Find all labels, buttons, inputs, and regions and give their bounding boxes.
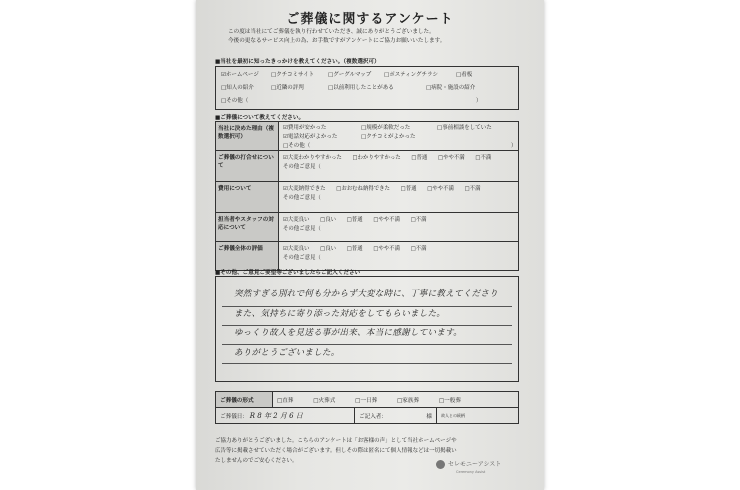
reason-close-paren: ）: [511, 143, 517, 149]
intro-line: 今後の更なるサービス向上の為、お手数ですがアンケートにご協力お願いいたします。: [228, 38, 446, 44]
staff-option[interactable]: □良い: [320, 217, 336, 223]
meeting-comment[interactable]: その他ご意見（: [283, 164, 321, 170]
company-logo: [436, 459, 501, 469]
style-option[interactable]: □一日葬: [355, 397, 378, 404]
trigger-option[interactable]: □看板: [456, 72, 473, 78]
intro-line: この度は当社にてご葬儀を執り行わせていただき、誠にありがとうございました。: [228, 29, 435, 35]
eval-heading: ■ご葬儀について教えてください。: [215, 115, 305, 121]
survey-sheet: [196, 0, 544, 490]
eval-row-overall: [216, 242, 519, 271]
meeting-option[interactable]: □わかりやすかった: [352, 155, 401, 161]
trigger-option[interactable]: ☑ホームページ: [221, 72, 259, 78]
style-option[interactable]: □家族葬: [396, 397, 420, 404]
comment-box[interactable]: [215, 276, 519, 382]
cost-option[interactable]: □不満: [464, 186, 481, 192]
eval-label: 担当者やスタッフの対応について: [216, 213, 279, 242]
ruled-line: [222, 363, 512, 364]
reason-option[interactable]: □規模が柔軟だった: [361, 125, 411, 131]
style-label: ご葬儀の形式: [216, 392, 273, 408]
trigger-option[interactable]: □その他（: [221, 98, 249, 104]
eval-label: 当社に決めた理由（複数選択可）: [216, 122, 279, 151]
reason-option[interactable]: □事前相談をしていた: [437, 125, 492, 131]
footer-line: たしませんのでご安心ください。: [215, 458, 298, 464]
style-option[interactable]: □一般葬: [438, 397, 461, 404]
meeting-option[interactable]: ☑大変わかりやすかった: [283, 155, 342, 161]
staff-option[interactable]: ☑大変良い: [283, 217, 310, 223]
eval-row-staff: [216, 213, 519, 242]
trigger-option[interactable]: □近隣の評判: [271, 85, 304, 91]
eval-label: 費用について: [216, 182, 279, 213]
funeral-info-table: [215, 391, 519, 424]
cost-comment[interactable]: その他ご意見（: [283, 195, 321, 201]
ruled-line: [222, 344, 512, 345]
eval-row-cost: [216, 182, 519, 213]
trigger-close-paren: ）: [476, 98, 482, 104]
handwritten-line: ゆっくり故人を見送る事が出来、本当に感謝しています。: [234, 328, 463, 338]
eval-row-meeting: [216, 151, 519, 182]
eval-table: [215, 121, 519, 271]
footer-line: ご協力ありがとうございました。こちらのアンケートは「お客様の声」として当社ホームページや: [215, 438, 457, 444]
staff-option[interactable]: □普通: [346, 217, 363, 223]
trigger-option[interactable]: □知人の紹介: [221, 85, 254, 91]
cost-option[interactable]: □やや不満: [427, 186, 454, 192]
trigger-box: [215, 66, 519, 110]
trigger-option[interactable]: □ポスティングチラシ: [384, 72, 439, 78]
handwritten-line: また、気持ちに寄り添った対応をしてもらいました。: [234, 309, 446, 319]
reason-option[interactable]: ☑電話対応がよかった: [283, 134, 338, 140]
logo-name: セレモニーアシスト: [448, 461, 502, 468]
reason-option[interactable]: ☑費用が安かった: [283, 125, 327, 131]
eval-row-reason: [216, 122, 519, 151]
eval-label: ご葬儀の打合せについて: [216, 151, 279, 182]
eval-label: ご葬儀全体の評価: [216, 242, 279, 271]
logo-mark-icon: [436, 460, 445, 469]
intro-text: [228, 28, 528, 46]
footer-line: 広告等に掲載させていただく場合がございます。但しその際は匿名にて個人情報などは一切掲載い: [215, 448, 457, 454]
overall-option[interactable]: □普通: [346, 246, 363, 252]
meeting-option[interactable]: □不満: [475, 155, 492, 161]
overall-option[interactable]: □良い: [320, 246, 336, 252]
logo-subtitle: Ceremony Assist: [456, 470, 486, 474]
honorific: 様: [426, 413, 432, 420]
handwritten-line: ありがとうございました。: [234, 348, 340, 358]
handwritten-line: 突然すぎる別れで何も分からず大変な時に、丁寧に教えてくださり: [234, 289, 499, 299]
reason-option[interactable]: □クチコミがよかった: [361, 134, 416, 140]
staff-option[interactable]: □不満: [410, 217, 427, 223]
meeting-option[interactable]: □やや不満: [438, 155, 465, 161]
trigger-option[interactable]: □クチコミサイト: [271, 72, 315, 78]
date-label: ご葬儀日：: [220, 413, 248, 420]
cost-option[interactable]: ☑大変納得できた: [283, 186, 326, 192]
date-value[interactable]: R 8 年 2 月 6 日: [249, 411, 303, 420]
trigger-heading: ■当社を最初に知ったきっかけを教えてください。（複数選択可）: [215, 59, 380, 65]
style-option[interactable]: □直葬: [277, 397, 294, 404]
reason-option[interactable]: □その他（: [283, 143, 311, 149]
staff-option[interactable]: □やや不満: [373, 217, 400, 223]
overall-option[interactable]: ☑大変良い: [283, 246, 310, 252]
trigger-option[interactable]: □以前利用したことがある: [328, 85, 394, 91]
cost-option[interactable]: □普通: [400, 186, 417, 192]
style-option[interactable]: □火葬式: [313, 397, 336, 404]
overall-comment[interactable]: その他ご意見（: [283, 255, 321, 261]
writer-label: ご記入者：: [359, 413, 387, 420]
staff-comment[interactable]: その他ご意見（: [283, 226, 321, 232]
meeting-option[interactable]: □普通: [411, 155, 428, 161]
comment-heading: ■その他、ご意見ご要望等ございましたらご記入ください: [215, 270, 361, 276]
overall-option[interactable]: □やや不満: [373, 246, 400, 252]
trigger-option[interactable]: □グーグルマップ: [328, 72, 372, 78]
relation-label: 故人との続柄: [437, 408, 519, 424]
overall-option[interactable]: □不満: [410, 246, 427, 252]
cost-option[interactable]: □おおむね納得できた: [336, 186, 390, 192]
trigger-option[interactable]: □病院・施設の紹介: [426, 85, 476, 91]
page-title: ご葬儀に関するアンケート: [286, 12, 454, 27]
